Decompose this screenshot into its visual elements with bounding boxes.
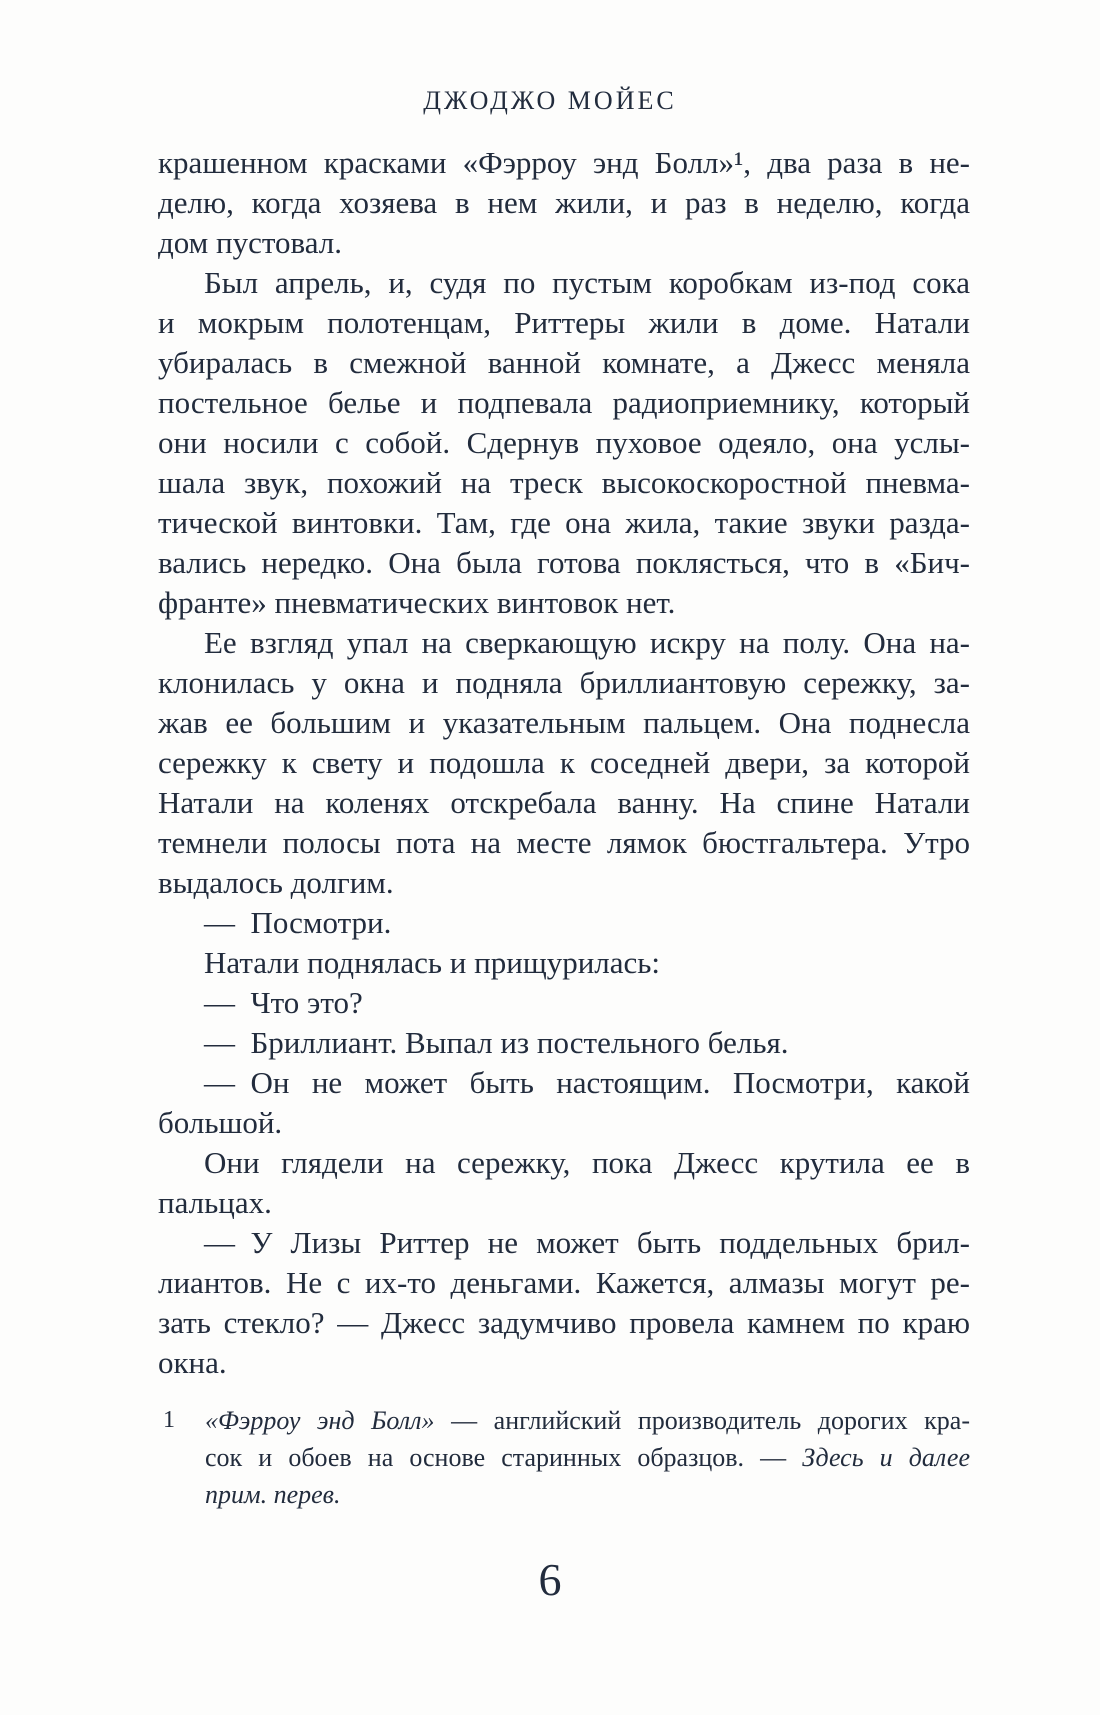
- text-line: — Бриллиант. Выпал из постельного белья.: [204, 1025, 789, 1060]
- text-line: дом пустовал.: [158, 225, 343, 260]
- text-line: убиралась в смежной ванной комнате, а Джесс меняла: [158, 345, 970, 380]
- text-line: Натали на коленях отскребала ванну. На спине Натали: [158, 785, 970, 820]
- paragraph: [158, 1143, 970, 1223]
- footnote-line: [205, 1476, 970, 1513]
- paragraph: [158, 903, 970, 943]
- text-line: зать стекло? — Джесс задумчиво провела камнем по краю: [158, 1305, 970, 1340]
- text-line: сережку к свету и подошла к соседней двери, за которой: [158, 745, 970, 780]
- footnote-italic-segment: Здесь и далее: [802, 1443, 970, 1472]
- paragraph: [158, 1063, 970, 1143]
- paragraph: [158, 263, 970, 623]
- text-line: пальцах.: [158, 1185, 272, 1220]
- text-line: крашенном красками «Фэрроу энд Болл»¹, два раза в не-: [158, 145, 970, 180]
- text-line: постельное белье и подпевала радиоприемнику, который: [158, 385, 970, 420]
- text-line: лиантов. Не с их-то деньгами. Кажется, алмазы могут ре-: [158, 1265, 970, 1300]
- text-line: — Он не может быть настоящим. Посмотри, какой: [204, 1065, 970, 1100]
- paragraph: [158, 1223, 970, 1383]
- body-text: [158, 143, 970, 1383]
- footnote-number: 1: [163, 1407, 175, 1433]
- paragraph: [158, 623, 970, 903]
- text-line: окна.: [158, 1345, 227, 1380]
- footnote-lines: [205, 1402, 970, 1513]
- text-line: шала звук, похожий на треск высокоскоростной пневма-: [158, 465, 970, 500]
- paragraph: [158, 943, 970, 983]
- text-line: Натали поднялась и прищурилась:: [204, 945, 661, 980]
- footnote-text-segment: сок и обоев на основе старинных образцов. —: [205, 1443, 803, 1472]
- text-line: большой.: [158, 1105, 283, 1140]
- footnote-line: [205, 1439, 970, 1476]
- text-line: темнели полосы пота на месте лямок бюстгальтера. Утро: [158, 825, 970, 860]
- paragraph: [158, 143, 970, 263]
- footnote-line: [205, 1402, 970, 1439]
- page-number: 6: [538, 1554, 562, 1605]
- text-line: — У Лизы Риттер не может быть поддельных брил-: [204, 1225, 970, 1260]
- text-line: — Что это?: [204, 985, 363, 1020]
- text-line: и мокрым полотенцам, Риттеры жили в доме. Натали: [158, 305, 970, 340]
- text-line: выдалось долгим.: [158, 865, 394, 900]
- text-line: Они глядели на сережку, пока Джесс крутила ее в: [204, 1145, 970, 1180]
- footnote: [158, 1402, 970, 1513]
- text-line: клонилась у окна и подняла бриллиантовую сережку, за-: [158, 665, 970, 700]
- text-line: франте» пневматических винтовок нет.: [158, 585, 676, 620]
- text-line: вались нередко. Она была готова поклясться, что в «Бич-: [158, 545, 970, 580]
- text-line: жав ее большим и указательным пальцем. Она поднесла: [158, 705, 970, 740]
- text-line: Ее взгляд упал на сверкающую искру на полу. Она на-: [204, 625, 970, 660]
- text-line: делю, когда хозяева в нем жили, и раз в неделю, когда: [158, 185, 970, 220]
- footnote-italic-segment: прим. перев.: [205, 1480, 341, 1509]
- footnote-italic-segment: «Фэрроу энд Болл»: [205, 1406, 435, 1435]
- text-line: они носили с собой. Сдернув пуховое одеяло, она услы-: [158, 425, 970, 460]
- running-head: ДЖОДЖО МОЙЕС: [423, 86, 677, 115]
- text-line: — Посмотри.: [204, 905, 392, 940]
- paragraph: [158, 1023, 970, 1063]
- footnote-text-segment: — английский производитель дорогих кра-: [434, 1406, 970, 1435]
- paragraph: [158, 983, 970, 1023]
- text-line: Был апрель, и, судя по пустым коробкам из-под сока: [204, 265, 970, 300]
- text-line: тической винтовки. Там, где она жила, такие звуки разда-: [158, 505, 970, 540]
